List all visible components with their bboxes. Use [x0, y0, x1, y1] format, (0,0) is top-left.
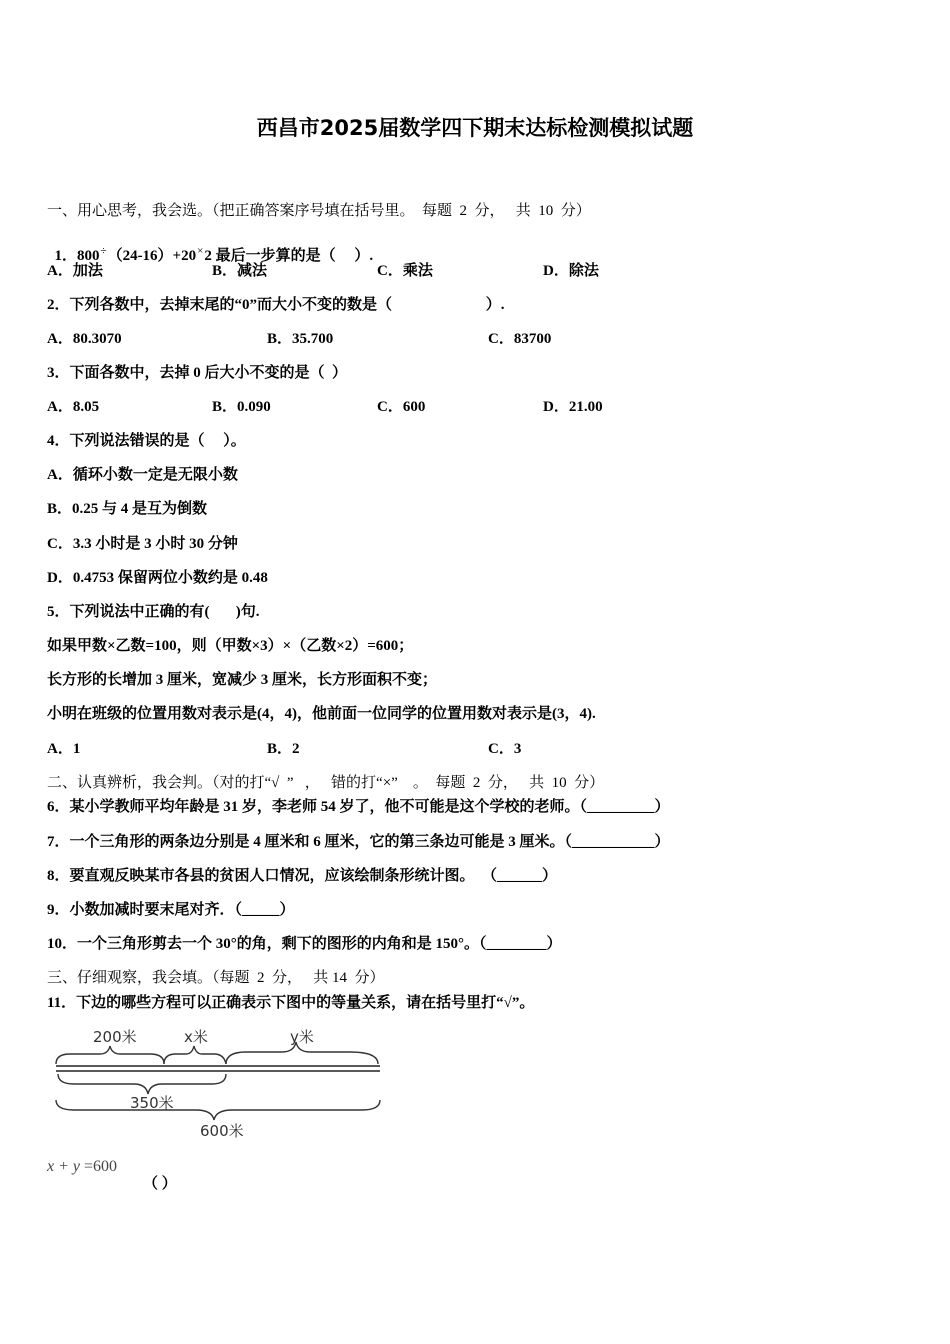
question-2: 2．下列各数中，去掉末尾的“0”而大小不变的数是（ ）.	[47, 297, 505, 313]
multiply-sign: ×	[197, 245, 204, 257]
q2-option-c: C．83700	[488, 331, 552, 347]
q4-option-b: B．0.25 与 4 是互为倒数	[47, 501, 208, 517]
q5-statement-1: 如果甲数×乙数=100，则（甲数×3）×（乙数×2）=600；	[47, 638, 414, 654]
q1-option-a: A．加法	[47, 263, 103, 279]
q3-option-b: B．0.090	[212, 399, 271, 415]
brace-x	[164, 1046, 226, 1064]
q5-option-c: C．3	[488, 741, 522, 757]
q2-option-b: B．35.700	[267, 331, 334, 347]
divide-sign: ÷	[100, 245, 107, 257]
question-3: 3．下面各数中，去掉 0 后大小不变的是（ ）	[47, 365, 348, 381]
q5-statement-2: 长方形的长增加 3 厘米，宽减少 3 厘米，长方形面积不变；	[47, 672, 438, 688]
page-title: 西昌市2025届数学四下期末达标检测模拟试题	[256, 116, 694, 140]
q4-option-c: C．3.3 小时是 3 小时 30 分钟	[47, 536, 238, 552]
q4-option-a: A．循环小数一定是无限小数	[47, 467, 238, 483]
q2-option-a: A．80.3070	[47, 331, 122, 347]
question-6: 6．某小学教师平均年龄是 31 岁，李老师 54 岁了，他不可能是这个学校的老师。（_________）	[47, 799, 670, 815]
question-4: 4．下列说法错误的是（ ）。	[47, 433, 246, 449]
question-8: 8．要直观反映某市各县的贫困人口情况，应该绘制条形统计图。 （______）	[47, 868, 558, 884]
question-5: 5．下列说法中正确的有( )句.	[47, 604, 260, 620]
q5-statement-3: 小明在班级的位置用数对表示是(4，4)，他前面一位同学的位置用数对表示是(3，4).	[47, 706, 596, 722]
q5-option-a: A．1	[47, 741, 81, 757]
q4-option-d: D．0.4753 保留两位小数约是 0.48	[47, 570, 268, 586]
q1-option-c: C．乘法	[377, 263, 433, 279]
q3-option-c: C．600	[377, 399, 426, 415]
section-3-heading: 三、仔细观察，我会填。（每题 2 分， 共 14 分）	[47, 970, 385, 986]
equation-x-plus-y	[47, 1158, 117, 1176]
section-1-heading: 一、用心思考，我会选。（把正确答案序号填在括号里。 每题 2 分， 共 10 分）	[47, 203, 591, 219]
label-x-m: x米	[184, 1028, 208, 1046]
label-600m: 600米	[200, 1122, 244, 1140]
q1-option-d: D．除法	[543, 263, 599, 279]
q1-option-b: B．减法	[212, 263, 268, 279]
brace-600	[56, 1100, 380, 1120]
question-10: 10．一个三角形剪去一个 30°的角，剩下的图形的内角和是 150°。（________）	[47, 936, 562, 952]
question-7: 7．一个三角形的两条边分别是 4 厘米和 6 厘米，它的第三条边可能是 3 厘米。（___________）	[47, 834, 670, 850]
q1-part-b: （24-16）+20	[107, 248, 197, 264]
q1-part-c: 2 最后一步算的是（ ）.	[204, 248, 374, 264]
label-350m: 350米	[130, 1094, 174, 1112]
section-2-heading: 二、认真辨析，我会判。（对的打“√ ” ， 错的打“×” 。 每题 2 分， 共 10 分）	[47, 775, 605, 791]
q1-part-a: 1．800	[54, 248, 100, 264]
equation-lhs: x + y	[47, 1158, 80, 1175]
q3-option-d: D．21.00	[543, 399, 603, 415]
q3-option-a: A．8.05	[47, 399, 100, 415]
question-9: 9．小数加减时要末尾对齐．（_____）	[47, 902, 295, 918]
q5-option-b: B．2	[267, 741, 300, 757]
brace-200	[56, 1046, 164, 1064]
equation-rhs: 600	[93, 1158, 118, 1175]
line-segment-diagram	[50, 1022, 390, 1144]
answer-parentheses[interactable]: （ ）	[143, 1176, 177, 1192]
question-11: 11．下边的哪些方程可以正确表示下图中的等量关系，请在括号里打“√”。	[47, 995, 535, 1011]
brace-350	[58, 1074, 226, 1094]
label-200m: 200米	[93, 1028, 137, 1046]
equals-sign: =	[84, 1158, 94, 1175]
label-y-m: y米	[290, 1028, 314, 1046]
